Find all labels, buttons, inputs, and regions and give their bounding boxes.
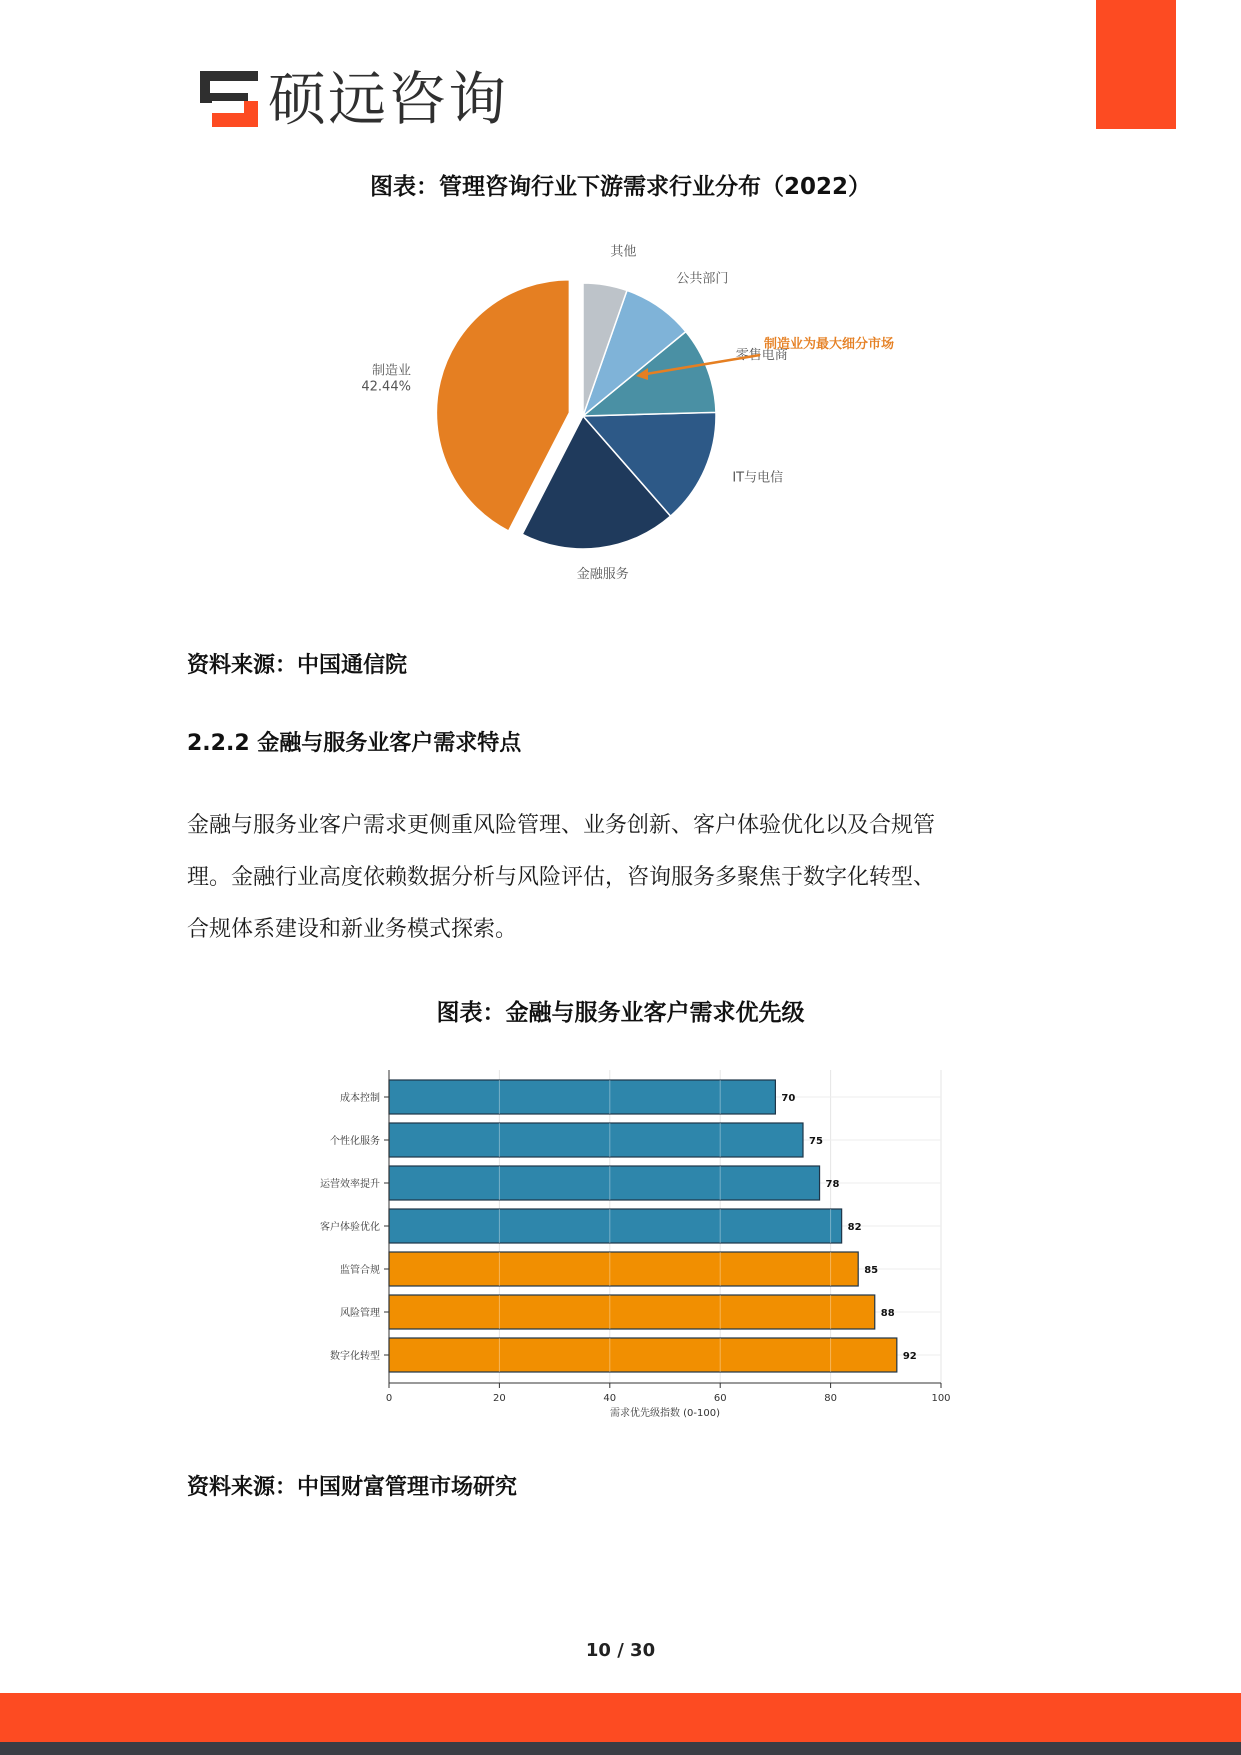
bar <box>389 1166 820 1200</box>
bar-category-label: 个性化服务 <box>330 1136 380 1147</box>
bar-category-label: 成本控制 <box>340 1093 380 1104</box>
bar-chart <box>0 1060 1241 1440</box>
s-block-logo-icon <box>200 71 258 127</box>
bar <box>389 1080 775 1114</box>
footer-dark-strip <box>0 1742 1241 1755</box>
bar-category-label: 数字化转型 <box>330 1351 380 1362</box>
x-tick-label: 0 <box>385 1393 393 1404</box>
pie-slice-label: 零售电商 <box>735 347 788 363</box>
bar-value-label: 75 <box>809 1136 823 1147</box>
bar-chart-source: 资料来源：中国财富管理市场研究 <box>187 1475 518 1500</box>
pie-chart-heading: 图表：管理咨询行业下游需求行业分布（2022） <box>369 174 871 200</box>
bar <box>389 1252 858 1286</box>
brand-name: 硕远咨询 <box>268 65 509 133</box>
pie-slice-label: 其他 <box>610 244 637 260</box>
pie-slice-value-label: 42.44% <box>361 379 411 395</box>
x-tick-label: 80 <box>824 1393 837 1404</box>
bar-category-label: 风险管理 <box>340 1308 380 1319</box>
bar-chart-heading: 图表：金融与服务业客户需求优先级 <box>436 1000 805 1026</box>
bar-category-label: 监管合规 <box>340 1265 380 1276</box>
x-tick-label: 60 <box>713 1393 727 1404</box>
paragraph-line: 理。金融行业高度依赖数据分析与风险评估，咨询服务多聚焦于数字化转型、 <box>187 865 936 890</box>
bar-value-label: 88 <box>880 1308 895 1319</box>
brand-logo <box>200 65 509 133</box>
paragraph-line: 金融与服务业客户需求更侧重风险管理、业务创新、客户体验优化以及合规管 <box>187 813 936 838</box>
pie-chart <box>0 240 1241 580</box>
bar-value-label: 70 <box>781 1093 796 1104</box>
x-tick-label: 40 <box>603 1393 617 1404</box>
bar <box>389 1123 803 1157</box>
page-number: 10 / 30 <box>585 1640 656 1661</box>
section-heading: 2.2.2 金融与服务业客户需求特点 <box>187 731 522 756</box>
corner-accent-tab <box>1096 0 1176 129</box>
pie-slice-label: IT与电信 <box>732 470 784 486</box>
bar-category-label: 客户体验优化 <box>320 1222 380 1233</box>
bar-value-label: 85 <box>864 1265 879 1276</box>
section-paragraph <box>187 800 1067 956</box>
bar-value-label: 78 <box>825 1179 840 1190</box>
footer-accent-bar <box>0 1693 1241 1742</box>
pie-chart-source: 资料来源：中国通信院 <box>187 653 408 678</box>
bar-value-label: 92 <box>902 1351 917 1362</box>
bar <box>389 1295 875 1329</box>
bar-value-label: 82 <box>847 1222 862 1233</box>
bar <box>389 1338 897 1372</box>
paragraph-line: 合规体系建设和新业务模式探索。 <box>187 917 518 942</box>
pie-slice-label: 公共部门 <box>676 271 729 287</box>
pie-annotation-text: 制造业为最大细分市场 <box>764 337 895 352</box>
x-tick-label: 100 <box>931 1393 951 1404</box>
pie-slice-label: 制造业 <box>371 363 411 379</box>
pie-slice-label: 金融服务 <box>576 566 629 580</box>
x-tick-label: 20 <box>493 1393 506 1404</box>
bar <box>389 1209 842 1243</box>
bar-category-label: 运营效率提升 <box>320 1179 380 1190</box>
x-axis-label: 需求优先级指数 (0-100) <box>609 1408 721 1419</box>
